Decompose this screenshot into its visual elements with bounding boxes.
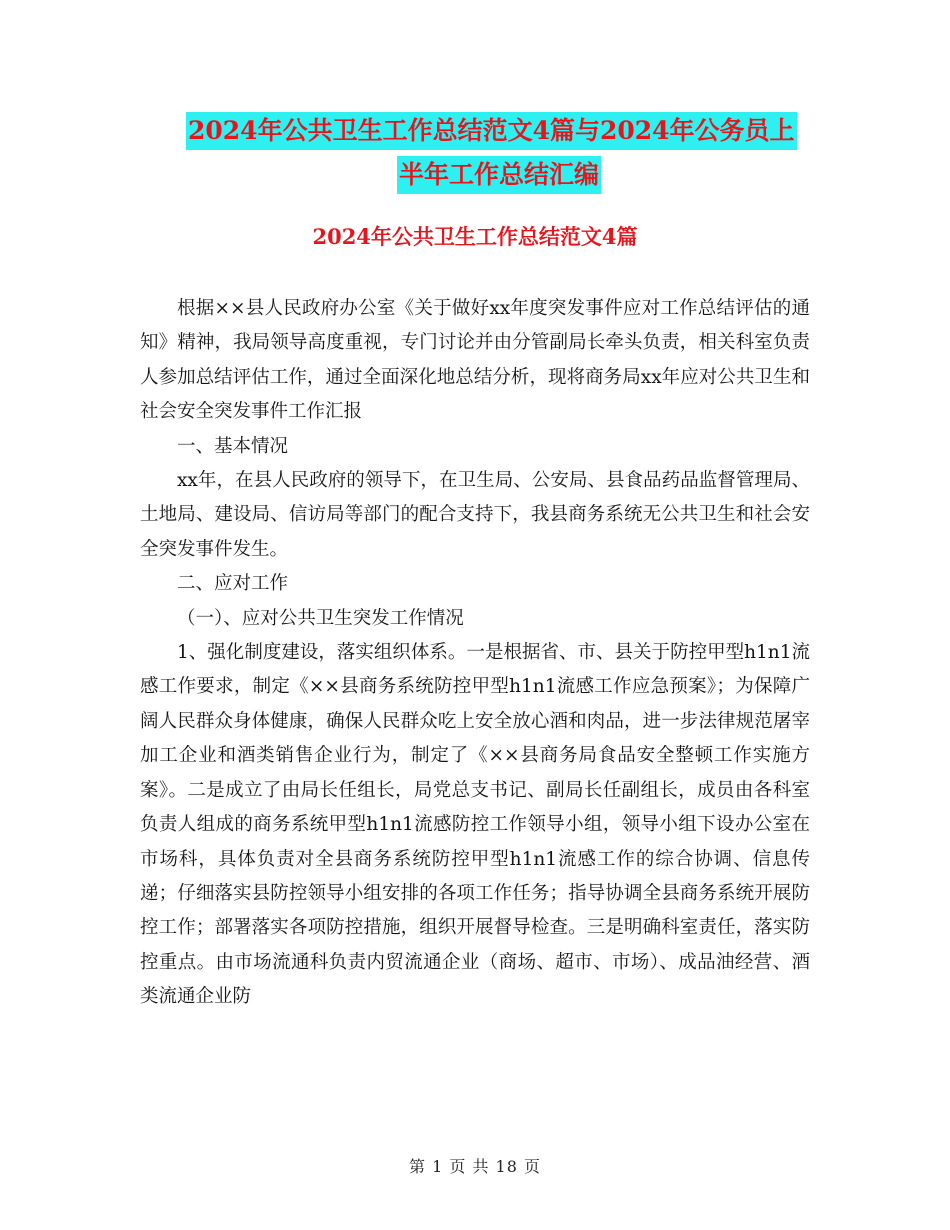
paragraph-system-building: 1、强化制度建设，落实组织体系。一是根据省、市、县关于防控甲型h1n1流感工作要求，制定《××县商务系统防控甲型h1n1流感工作应急预案》；为保障广阔人民群众身体健康，确保人民群众吃上安全放心酒和肉品，进一步法律规范屠宰加工企业和酒类销售企业行为，制定了《××县商务局食品安全整顿工作实施方案》。二是成立了由局长任组长，局党总支书记、副局长任副组长，成员由各科室负责人组成的商务系统甲型h1n1流感防控工作领导小组，领导小组下设办公室在市场科，具体负责对全县商务系统防控甲型h1n1流感工作的综合协调、信息传递；仔细落实县防控领导小组安排的各项工作任务；指导协调全县商务系统开展防控工作；部署落实各项防控措施，组织开展督导检查。三是明确科室责任，落实防控重点。由市场流通科负责内贸流通企业（商场、超市、市场）、成品油经营、酒类流通企业防	[140, 642, 810, 1008]
document-body	[140, 292, 810, 1015]
document-title-line-1: 2024年公共卫生工作总结范文4篇与2024年公务员上	[186, 112, 797, 150]
heading-basic-situation: 一、基本情况	[177, 435, 289, 457]
subheading-public-health: （一）、应对公共卫生突发工作情况	[177, 607, 464, 629]
paragraph-intro: 根据××县人民政府办公室《关于做好xx年度突发事件应对工作总结评估的通知》精神，我局领导高度重视，专门讨论并由分管副局长牵头负责，相关科室负责人参加总结评估工作，通过全面深化地总结分析，现将商务局xx年应对公共卫生和社会安全突发事件工作汇报	[140, 298, 810, 423]
heading-response-work: 二、应对工作	[177, 573, 289, 595]
paragraph-basic-situation: xx年，在县人民政府的领导下，在卫生局、公安局、县食品药品监督管理局、土地局、建设局、信访局等部门的配合支持下，我县商务系统无公共卫生和社会安全突发事件发生。	[140, 470, 810, 560]
document-title-line-2: 半年工作总结汇编	[397, 156, 601, 194]
section-title: 2024年公共卫生工作总结范文4篇	[312, 224, 638, 249]
page-footer: 第 1 页 共 18 页	[409, 1157, 541, 1176]
